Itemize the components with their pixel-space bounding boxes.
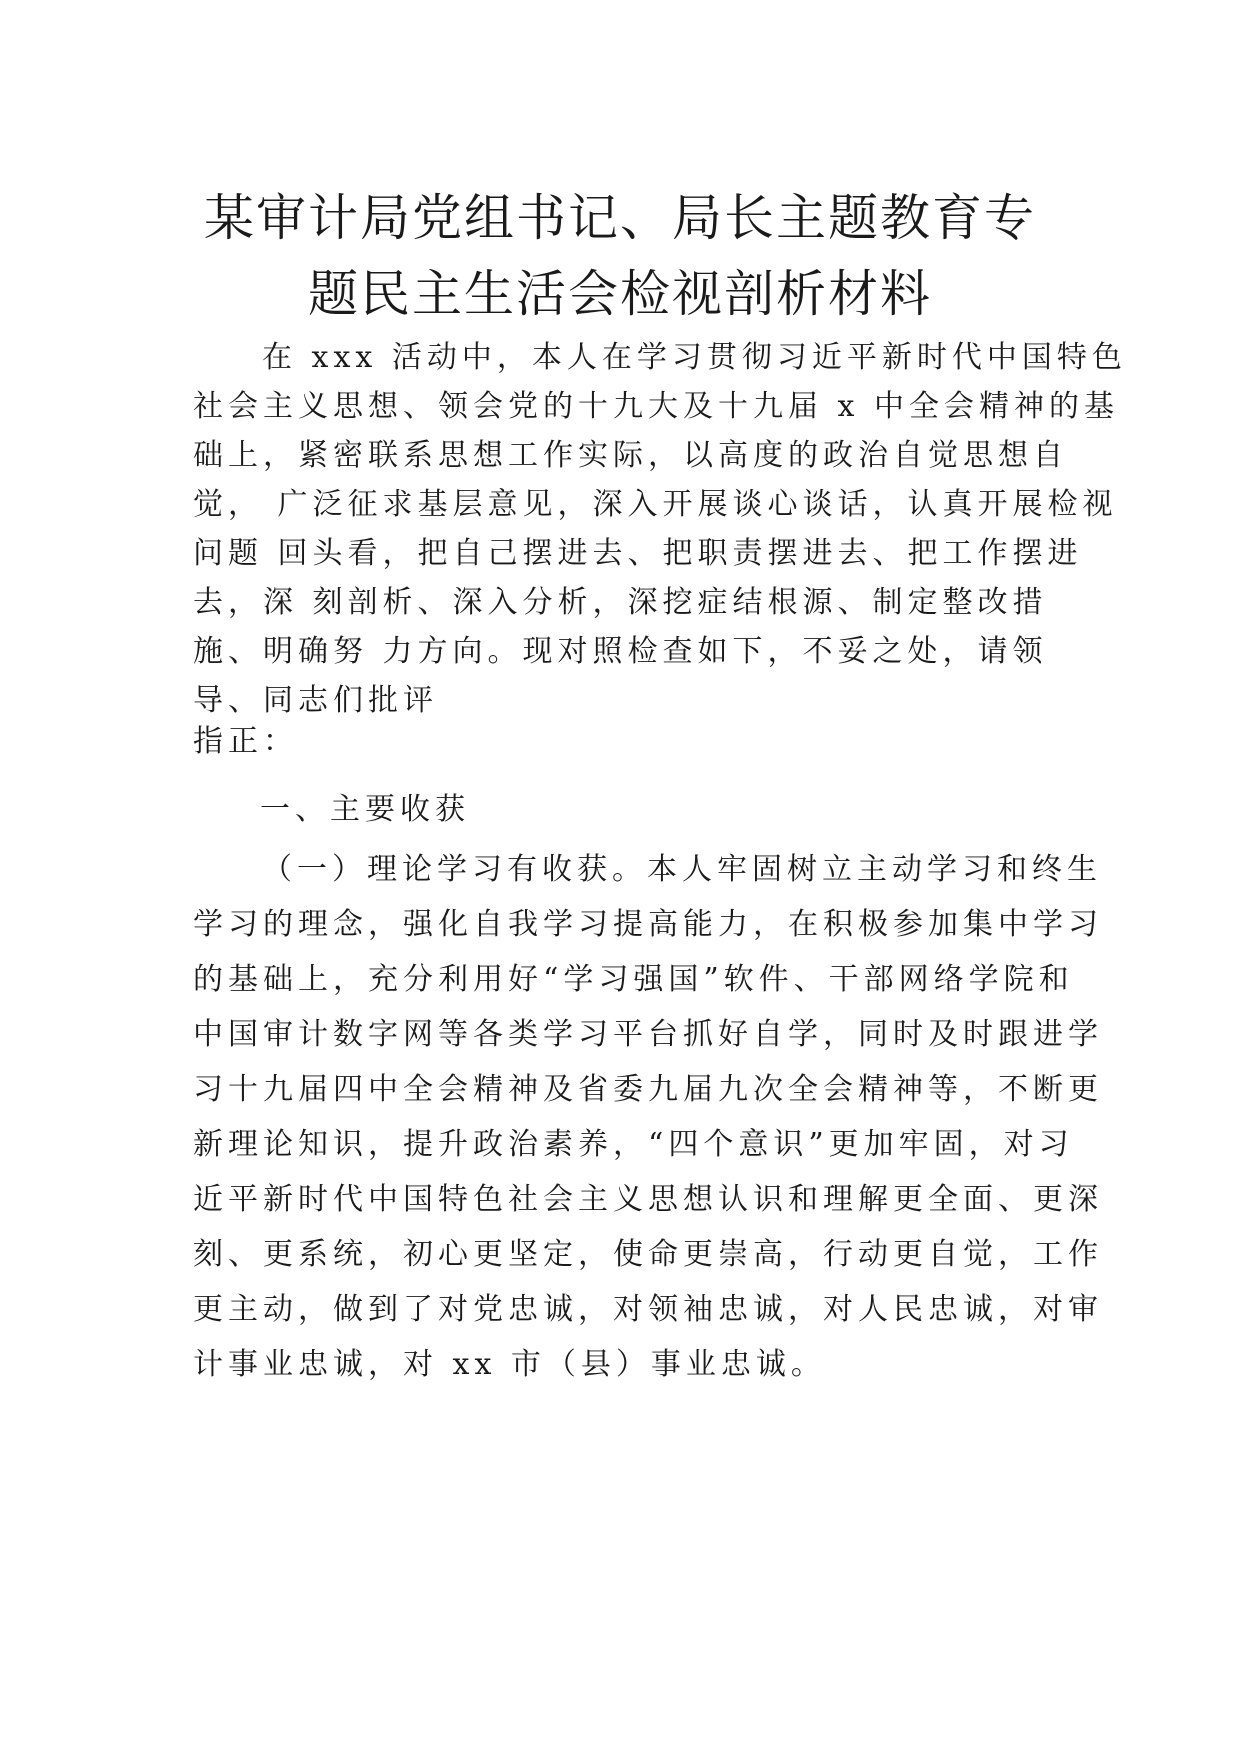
section1-line-6: 新理论知识，提升政治素养，“四个意识”更加牢固，对习 [193,1127,1074,1162]
intro-line-7: 施、明确努 力方向。现对照检查如下，不妥之处，请领 [193,634,1048,669]
section1-line-8: 刻、更系统，初心更坚定，使命更崇高，行动更自觉，工作 [193,1237,1103,1272]
document-title [160,180,1080,332]
section1-line-1: （一）理论学习有收获。本人牢固树立主动学习和终生 [262,852,1102,887]
intro-line-2: 社会主义思想、领会党的十九大及十九届 x 中全会精神的基 [193,389,1119,424]
title-line-1: 某审计局党组书记、局长主题教育专 [204,189,1036,247]
section1-line-2: 学习的理念，强化自我学习提高能力，在积极参加集中学习 [193,907,1103,942]
section1-line-5: 习十九届四中全会精神及省委九届九次全会精神等，不断更 [193,1072,1103,1107]
intro-line-1: 在 xxx 活动中，本人在学习贯彻习近平新时代中国特色 [262,340,1127,375]
title-line-2: 题民主生活会检视剖析材料 [308,265,932,323]
section1-line-9: 更主动，做到了对党忠诚，对领袖忠诚，对人民忠诚，对审 [193,1292,1103,1327]
section-heading: 一、主要收获 [260,792,470,827]
section1-line-7: 近平新时代中国特色社会主义思想认识和理解更全面、更深 [193,1182,1103,1217]
intro-line-9: 指正： [193,724,298,759]
intro-line-4: 觉， 广泛征求基层意见，深入开展谈心谈话，认真开展检视 [193,487,1118,522]
section1-line-4: 中国审计数字网等各类学习平台抓好自学，同时及时跟进学 [193,1017,1103,1052]
intro-line-5: 问题 回头看，把自己摆进去、把职责摆进去、把工作摆进 [193,536,1083,571]
intro-line-3: 础上，紧密联系思想工作实际，以高度的政治自觉思想自 [193,438,1068,473]
intro-line-8: 导、同志们批评 [193,683,438,718]
intro-line-6: 去，深 刻剖析、深入分析，深挖症结根源、制定整改措 [193,585,1048,620]
section1-line-10: 计事业忠诚，对 xx 市（县）事业忠诚。 [193,1347,826,1382]
section1-line-3: 的基础上，充分利用好“学习强国”软件、干部网络学院和 [193,962,1074,997]
